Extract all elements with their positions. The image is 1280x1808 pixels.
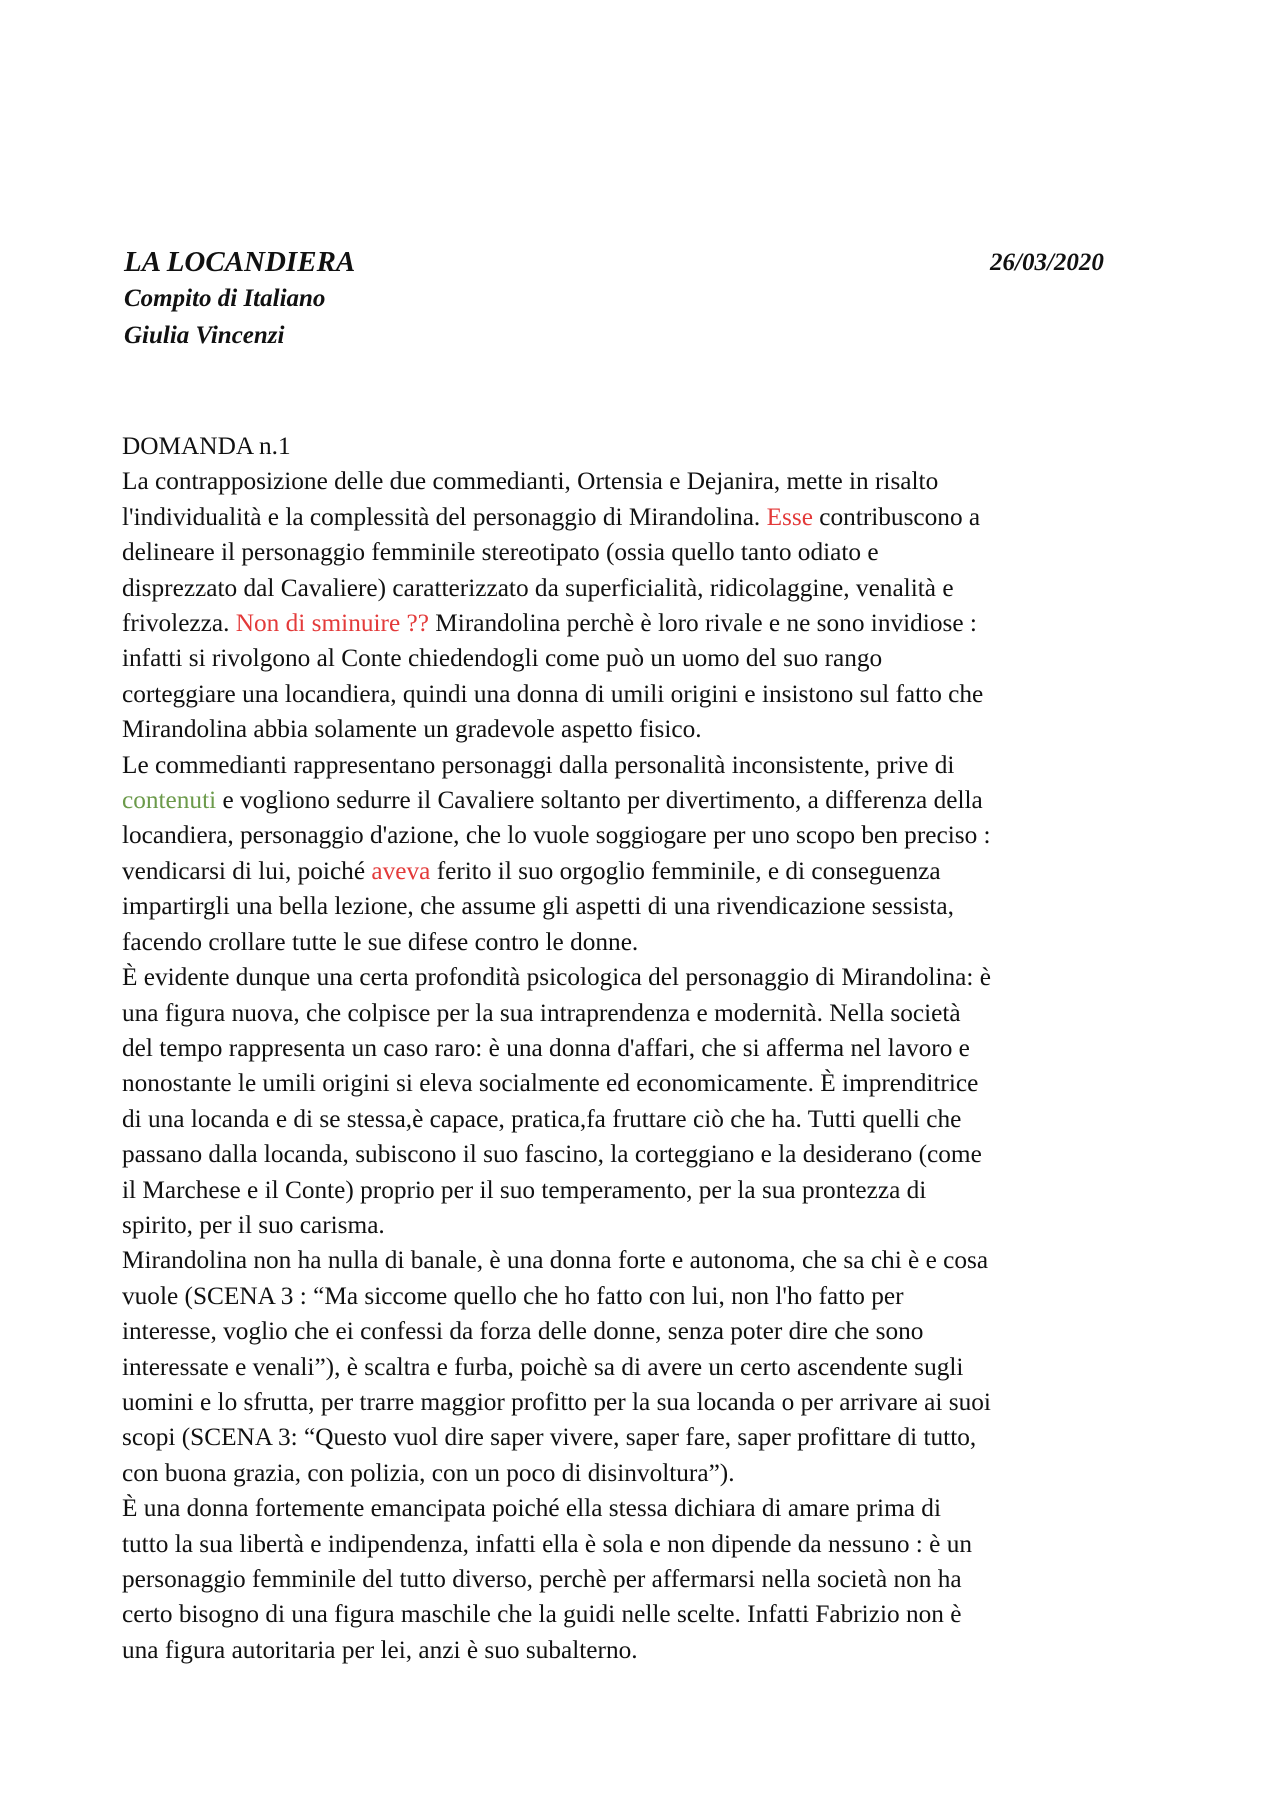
document-date: 26/03/2020 [990,249,1104,276]
text-line [122,1633,1182,1668]
text-line [122,960,1182,995]
text-segment: contribuscono a [812,502,981,531]
text-line [122,854,1182,889]
text-segment: spirito, per il suo carisma. [122,1210,385,1239]
text-line [122,889,1182,924]
text-line [122,1350,1182,1385]
red-annotation: Non di sminuire ?? [235,609,429,638]
document-title: LA LOCANDIERA [124,246,356,278]
text-segment: interessate e venali”), è scaltra e furba, poichè sa di avere un certo ascendente sugli [122,1352,964,1381]
text-segment: l'individualità e la complessità del personaggio di Mirandolina. [122,502,767,531]
text-line [122,1031,1182,1066]
text-line [122,783,1182,818]
text-line [122,818,1182,853]
red-annotation: Esse [766,502,813,531]
text-segment: Mirandolina abbia solamente un gradevole aspetto fisico. [122,715,702,744]
text-line [122,1420,1182,1455]
text-segment: Le commedianti rappresentano personaggi dalla personalità inconsistente, prive di [122,750,955,779]
text-segment: disprezzato dal Cavaliere) caratterizzato da superficialità, ridicolaggine, venalità e [122,573,954,602]
text-segment: nonostante le umili origini si eleva socialmente ed economicamente. È imprenditrice [122,1069,979,1098]
title-row [124,244,1124,280]
text-segment: passano dalla locanda, subiscono il suo fascino, la corteggiano e la desiderano (come [122,1140,982,1169]
text-segment: uomini e lo sfrutta, per trarre maggior profitto per la sua locanda o per arrivare ai suoi [122,1387,991,1416]
text-segment: il Marchese e il Conte) proprio per il suo temperamento, per la sua prontezza di [122,1175,927,1204]
red-annotation: aveva [371,856,431,885]
text-line [122,1385,1182,1420]
document-subtitle: Compito di Italiano [124,285,326,312]
text-segment: certo bisogno di una figura maschile che la guidi nelle scelte. Infatti Fabrizio non è [122,1600,962,1629]
text-segment: La contrapposizione delle due commedianti, Ortensia e Dejanira, mette in risalto [122,467,939,496]
text-line [122,500,1182,535]
text-segment: È evidente dunque una certa profondità psicologica del personaggio di Mirandolina: è [122,963,991,992]
text-line [122,1102,1182,1137]
text-segment: infatti si rivolgono al Conte chiedendogli come può un uomo del suo rango [122,644,883,673]
text-segment: una figura autoritaria per lei, anzi è suo subalterno. [122,1635,638,1664]
text-line [122,641,1182,676]
text-line [122,1208,1182,1243]
text-segment: frivolezza. [122,609,236,638]
text-line [122,464,1182,499]
text-segment: facendo crollare tutte le sue difese contro le donne. [122,927,639,956]
text-line [122,1243,1182,1278]
text-segment: personaggio femminile del tutto diverso, perchè per affermarsi nella società non ha [122,1565,962,1593]
text-line [122,1527,1182,1562]
text-segment: di una locanda e di se stessa,è capace, pratica,fa fruttare ciò che ha. Tutti quelli che [122,1104,962,1133]
text-segment: tutto la sua libertà e indipendenza, infatti ella è sola e non dipende da nessuno : è un [122,1529,972,1558]
text-segment: impartirgli una bella lezione, che assume gli aspetti di una rivendicazione sessista, [122,892,954,921]
text-segment: È una donna fortemente emancipata poiché ella stessa dichiara di amare prima di [122,1494,941,1523]
text-segment: scopi (SCENA 3: “Questo vuol dire saper vivere, saper fare, saper profittare di tutto, [122,1423,977,1452]
document-header [124,244,1124,354]
text-segment: una figura nuova, che colpisce per la sua intraprendenza e modernità. Nella società [122,998,961,1027]
text-line [122,677,1182,712]
text-segment: vendicarsi di lui, poiché [122,856,372,885]
text-segment: corteggiare una locandiera, quindi una donna di umili origini e insistono sul fatto che [122,679,984,708]
text-line [122,925,1182,960]
text-line [122,996,1182,1031]
text-line [122,571,1182,606]
text-line [122,1456,1182,1491]
document-body [122,429,1182,1668]
text-segment: Mirandolina perchè è loro rivale e ne sono invidiose : [428,609,977,638]
document-author: Giulia Vincenzi [124,322,285,349]
text-line [122,1597,1182,1632]
text-segment: delineare il personaggio femminile stereotipato (ossia quello tanto odiato e [122,538,879,567]
text-segment: vuole (SCENA 3 : “Ma siccome quello che ho fatto con lui, non l'ho fatto per [122,1281,904,1310]
text-line [122,606,1182,641]
paragraph-text [122,464,1182,1668]
text-line [122,1137,1182,1172]
text-line [122,748,1182,783]
text-line [122,535,1182,570]
text-line [122,1314,1182,1349]
text-segment: locandiera, personaggio d'azione, che lo vuole soggiogare per uno scopo ben preciso : [122,821,991,850]
text-line [122,1491,1182,1526]
text-line [122,1066,1182,1101]
text-line [122,1562,1182,1597]
text-segment: del tempo rappresenta un caso raro: è una donna d'affari, che si afferma nel lavoro e [122,1033,970,1062]
section-heading: DOMANDA n.1 [122,432,291,460]
text-line [122,1279,1182,1314]
text-segment: ferito il suo orgoglio femminile, e di conseguenza [430,856,941,885]
text-line [122,1173,1182,1208]
text-segment: interesse, voglio che ei confessi da forza delle donne, senza poter dire che sono [122,1317,924,1346]
text-segment: Mirandolina non ha nulla di banale, è una donna forte e autonoma, che sa chi è e cosa [122,1246,989,1275]
green-annotation: contenuti [122,786,217,815]
text-segment: e vogliono sedurre il Cavaliere soltanto per divertimento, a differenza della [216,786,983,815]
text-line [122,712,1182,747]
text-segment: con buona grazia, con polizia, con un poco di disinvoltura”). [122,1458,735,1487]
